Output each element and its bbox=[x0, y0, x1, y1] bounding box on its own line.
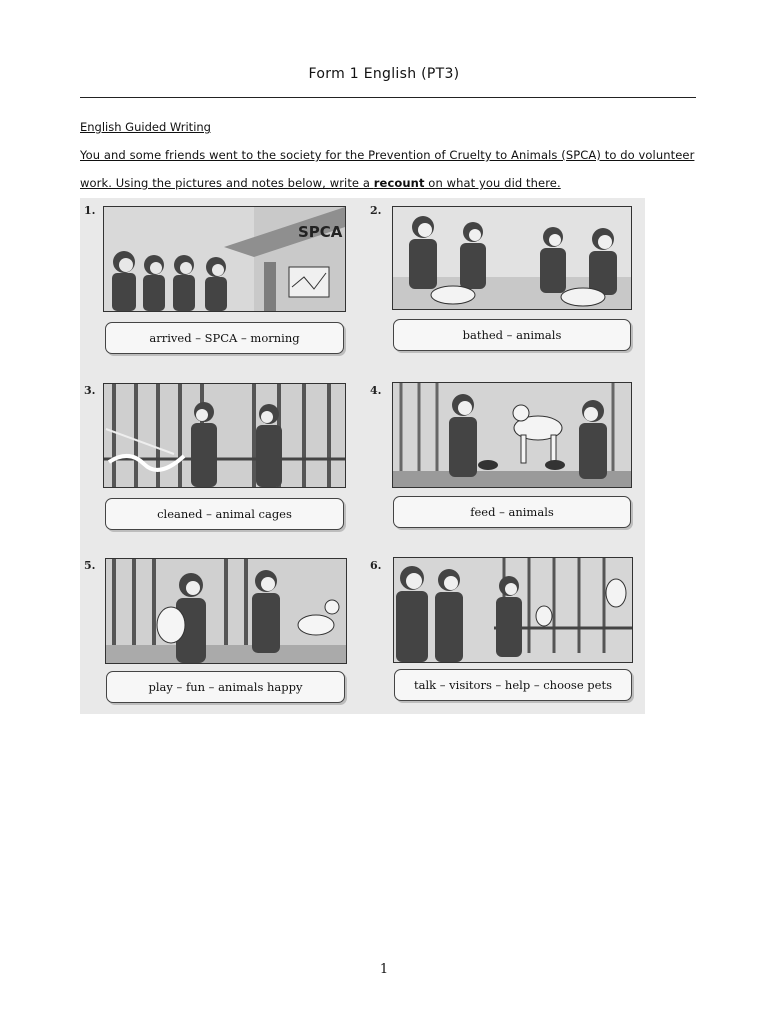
panel-5 bbox=[80, 553, 360, 718]
panel-number: 4. bbox=[370, 384, 382, 397]
panel-5-illustration bbox=[105, 558, 347, 664]
panel-3 bbox=[80, 378, 360, 548]
page-number: 1 bbox=[379, 962, 389, 977]
page-title: Form 1 English (PT3) bbox=[308, 66, 460, 82]
panel-6-caption: talk – visitors – help – choose pets bbox=[394, 669, 632, 701]
panel-number: 1. bbox=[84, 204, 96, 217]
panel-2-caption: bathed – animals bbox=[393, 319, 631, 351]
panel-3-illustration bbox=[103, 383, 346, 488]
instruction-line-2 bbox=[80, 176, 561, 190]
panel-4 bbox=[370, 378, 645, 548]
picture-worksheet bbox=[80, 198, 645, 714]
panel-2-illustration bbox=[392, 206, 632, 310]
title-rule bbox=[80, 97, 696, 98]
panel-6 bbox=[370, 553, 645, 718]
panel-1 bbox=[80, 198, 360, 368]
panel-number: 5. bbox=[84, 559, 96, 572]
panel-5-caption: play – fun – animals happy bbox=[106, 671, 345, 703]
section-heading: English Guided Writing bbox=[80, 120, 211, 134]
recount-keyword: recount bbox=[373, 176, 425, 190]
instruction-line-1: You and some friends went to the society for the Prevention of Cruelty to Animals (SPCA) to do volunteer bbox=[80, 148, 695, 162]
panel-1-caption: arrived – SPCA – morning bbox=[105, 322, 344, 354]
panel-4-illustration bbox=[392, 382, 632, 488]
spca-sign: SPCA bbox=[298, 223, 343, 241]
panel-4-caption: feed – animals bbox=[393, 496, 631, 528]
panel-2 bbox=[370, 198, 645, 368]
panel-number: 6. bbox=[370, 559, 382, 572]
panel-number: 3. bbox=[84, 384, 96, 397]
panel-number: 2. bbox=[370, 204, 382, 217]
instruction-text: work. Using the pictures and notes below, write a bbox=[80, 176, 374, 190]
instruction-text-end: on what you did there. bbox=[424, 176, 561, 190]
panel-6-illustration bbox=[393, 557, 633, 663]
panel-3-caption: cleaned – animal cages bbox=[105, 498, 344, 530]
panel-1-illustration bbox=[103, 206, 346, 312]
